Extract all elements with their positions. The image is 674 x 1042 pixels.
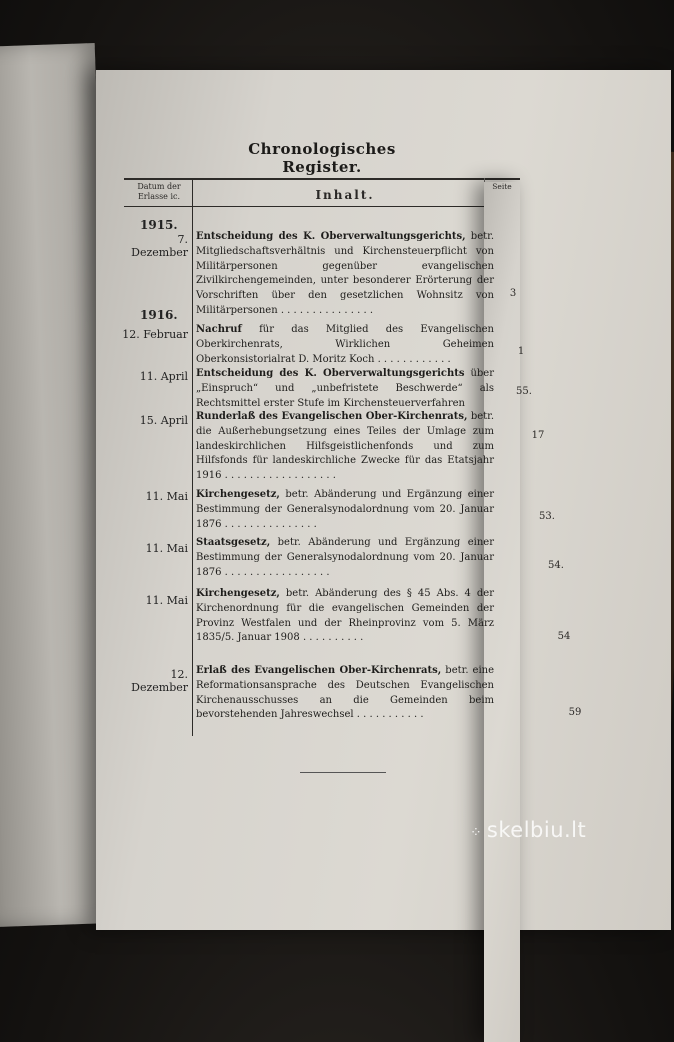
entry-page: 17	[531, 430, 545, 441]
entry-head: Kirchengesetz,	[196, 588, 280, 599]
header-page: Seite	[484, 182, 520, 1042]
entry-body: betr. Abänderung und Ergänzung einer Bestimmung der Generalsynodalordnung vom 20. Januar 1876 . . . . . . . . . . . . . . . . .	[196, 537, 494, 578]
table-top-rule	[124, 178, 520, 180]
entry-date: 15. April	[139, 414, 188, 427]
entry-page: 1	[517, 346, 525, 357]
footer-rule	[300, 772, 386, 773]
year-label: 1915.	[140, 218, 178, 232]
page-title: Chronologisches Register.	[248, 140, 396, 176]
table-header-rule	[124, 206, 520, 207]
year-label: 1916.	[140, 308, 178, 322]
entry-date: 11. April	[139, 370, 188, 383]
entry-text	[196, 536, 494, 580]
entry-date: 7. Dezember	[131, 233, 188, 259]
entry-text	[196, 367, 494, 411]
entry-head: Entscheidung des K. Oberverwaltungsgerichts	[196, 368, 465, 379]
entry-page: 54	[557, 631, 571, 642]
entry-date: 11. Mai	[145, 490, 188, 503]
column-rule-left	[192, 178, 193, 736]
entry-text	[196, 488, 494, 532]
entry-head: Erlaß des Evangelischen Ober-Kirchenrats,	[196, 665, 442, 676]
entry-page: 59	[568, 707, 582, 718]
entry-body: betr. Mitgliedschaftsverhältnis und Kirchensteuerpflicht von Militärpersonen gegenüber evangelischen Zivilkirchengemeinden, unter besonderer Erörterung der Vorschriften über den gesetzlichen Wohnsitz von Militärpersonen . . . . . . . . . . . . . . .	[196, 231, 494, 316]
entry-body: über „Einspruch“ und „unbefristete Beschwerde“ als Rechtsmittel erster Stufe im Kirchensteuerverfahren	[196, 368, 494, 409]
entry-head: Staatsgesetz,	[196, 537, 271, 548]
entry-page: 53.	[539, 511, 555, 522]
entry-date: 11. Mai	[145, 594, 188, 607]
entry-body: betr. die Außerhebungsetzung eines Teiles der Umlage zum landeskirchlichen Hilfsgeistlichenfonds und zum Hilfsfonds für landeskirchliche Zwecke für das Etatsjahr 1916 . . . . . . . . . . . . . . . . . .	[196, 411, 495, 482]
watermark-dots-icon: ⁘	[470, 825, 480, 841]
entry-text	[196, 587, 494, 646]
entry-body: betr. eine Reformationsansprache des Deutschen Evangelischen Kirchenausschusses an die Gemeinden beim bevorstehenden Jahreswechsel . . . . . . . . . . .	[196, 665, 495, 721]
entry-body: für das Mitglied des Evangelischen Oberkirchenrats, Wirklichen Geheimen Oberkonsistorialrat D. Moritz Koch . . . . . . . . . . . .	[196, 324, 494, 365]
entry-date: 11. Mai	[145, 542, 188, 555]
entry-head: Entscheidung des K. Oberverwaltungsgerichts,	[196, 231, 466, 242]
entry-page: 3	[509, 288, 517, 299]
entry-text	[196, 410, 494, 484]
entry-head: Kirchengesetz,	[196, 489, 280, 500]
header-date: Datum der Erlasse ic.	[137, 182, 181, 201]
entry-date: 12. Februar	[122, 328, 188, 341]
entry-text	[196, 664, 494, 723]
watermark	[470, 818, 586, 842]
entry-page: 55.	[516, 386, 532, 397]
entry-body: betr. Abänderung und Ergänzung einer Bestimmung der Generalsynodalordnung vom 20. Januar 1876 . . . . . . . . . . . . . . .	[196, 489, 494, 530]
entry-date: 12. Dezember	[131, 668, 188, 694]
entry-head: Runderlaß des Evangelischen Ober-Kirchenrats,	[196, 411, 468, 422]
entry-page: 54.	[548, 560, 564, 571]
entry-head: Nachruf	[196, 324, 242, 335]
header-content: Inhalt.	[315, 188, 375, 202]
entry-body: betr. Abänderung des § 45 Abs. 4 der Kirchenordnung für die evangelischen Gemeinden der Provinz Westfalen und der Rheinprovinz vom 5. März 1835/5. Januar 1908 . . . . . . . . . .	[196, 588, 494, 644]
entry-text	[196, 230, 494, 319]
watermark-text: skelbiu.lt	[486, 818, 587, 842]
entry-text	[196, 323, 494, 367]
